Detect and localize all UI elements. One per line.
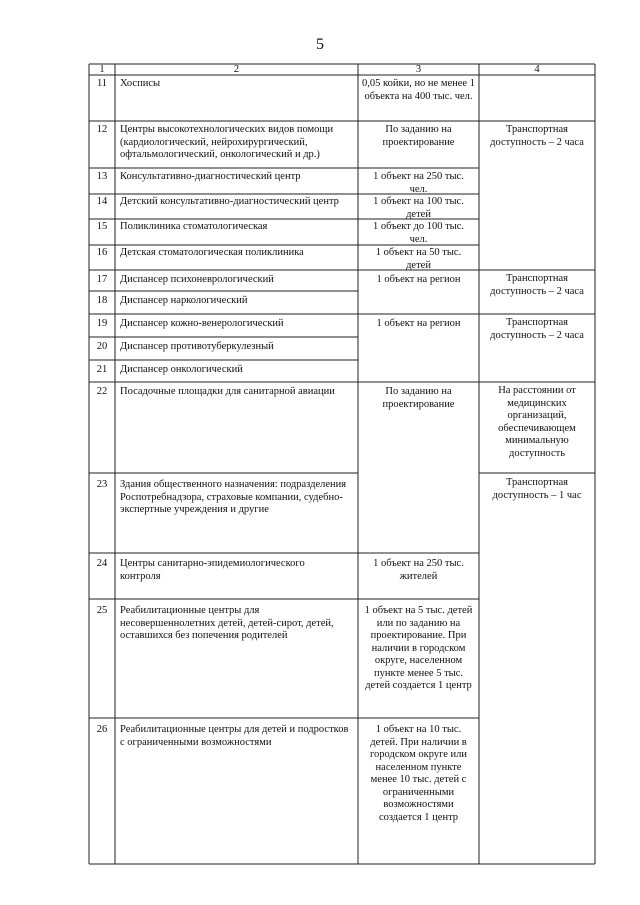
- facility-name: Хосписы: [120, 78, 161, 89]
- facility-name: Детская стоматологическая поликлиника: [120, 247, 304, 258]
- facility-norm: 1 объект на 5 тыс. детей или по заданию на проектирование. При наличии в городском округе, населенном пункте менее 5 тыс. детей создается 1 центр: [364, 605, 473, 691]
- facility-norm: 1 объект на регион: [376, 274, 461, 285]
- facility-name: Центры высокотехнологических видов помощи (кардиологический, нейрохирургический, офтальмологический, онкологический и др.): [120, 124, 334, 160]
- accessibility-note: Транспортная доступность – 1 час: [492, 477, 582, 501]
- facility-norm: 1 объект на 10 тыс. детей. При наличии в городском округе или населенном пункте менее 10 тыс. детей с ограниченными возможностями создается 1 центр: [369, 724, 468, 823]
- accessibility-note: Транспортная доступность – 2 часа: [490, 273, 584, 297]
- facility-norm: 1 объект на 250 тыс. чел.: [373, 171, 464, 195]
- row-number: 20: [96, 341, 108, 352]
- facility-name: Диспансер психоневрологический: [120, 274, 274, 285]
- header-col-4: 4: [534, 64, 540, 75]
- header-col-2: 2: [233, 64, 240, 75]
- facility-name: Посадочные площадки для санитарной авиации: [120, 386, 335, 397]
- row-number: 24: [96, 558, 108, 569]
- facility-name: Здания общественного назначения: подразделения Роспотребнадзора, страховые компании, судебно-экспертные учреждения и другие: [120, 479, 347, 515]
- row-number: 17: [96, 274, 108, 285]
- facility-norm: 1 объект на регион: [376, 318, 461, 329]
- accessibility-note: Транспортная доступность – 2 часа: [490, 317, 584, 341]
- header-col-3: 3: [415, 64, 422, 75]
- row-number: 13: [96, 171, 108, 182]
- facility-name: Диспансер кожно-венерологический: [120, 318, 284, 329]
- row-number: 22: [96, 386, 108, 397]
- facility-name: Диспансер онкологический: [120, 364, 243, 375]
- page-number: 5: [316, 36, 324, 53]
- row-number: 21: [96, 364, 108, 375]
- facility-name: Детский консультативно-диагностический центр: [120, 196, 339, 207]
- row-number: 19: [96, 318, 108, 329]
- facility-norm: По заданию на проектирование: [382, 386, 455, 410]
- facility-name: Реабилитационные центры для несовершеннолетних детей, детей-сирот, детей, оставшихся без попечения родителей: [120, 605, 334, 641]
- row-number: 15: [96, 221, 108, 232]
- facility-norm: 1 объект на 50 тыс. детей: [375, 247, 462, 271]
- row-number: 23: [96, 479, 108, 490]
- facility-norm: 1 объект на 250 тыс. жителей: [373, 558, 464, 582]
- row-number: 12: [96, 124, 108, 135]
- facility-name: Реабилитационные центры для детей и подростков с ограниченными возможностями: [120, 724, 349, 748]
- facility-norm: 1 объект до 100 тыс. чел.: [373, 221, 464, 245]
- header-col-1: 1: [99, 64, 105, 75]
- facility-norm: 0,05 койки, но не менее 1 объекта на 400 тыс. чел.: [362, 78, 475, 102]
- accessibility-note: Транспортная доступность – 2 часа: [490, 124, 584, 148]
- facility-name: Поликлиника стоматологическая: [120, 221, 268, 232]
- accessibility-note: На расстоянии от медицинских организаций, обеспечивающем минимальную доступность: [498, 385, 576, 459]
- row-number: 26: [96, 724, 108, 735]
- facility-name: Центры санитарно-эпидемиологического контроля: [120, 558, 305, 582]
- row-number: 14: [96, 196, 108, 207]
- row-number: 16: [96, 247, 108, 258]
- row-number: 11: [96, 78, 108, 89]
- row-number: 18: [96, 295, 108, 306]
- facility-name: Диспансер противотуберкулезный: [120, 341, 274, 352]
- facility-norm: По заданию на проектирование: [382, 124, 455, 148]
- facility-name: Консультативно-диагностический центр: [120, 171, 301, 182]
- facility-name: Диспансер наркологический: [120, 295, 248, 306]
- row-number: 25: [96, 605, 108, 616]
- facility-norm: 1 объект на 100 тыс. детей: [373, 196, 464, 220]
